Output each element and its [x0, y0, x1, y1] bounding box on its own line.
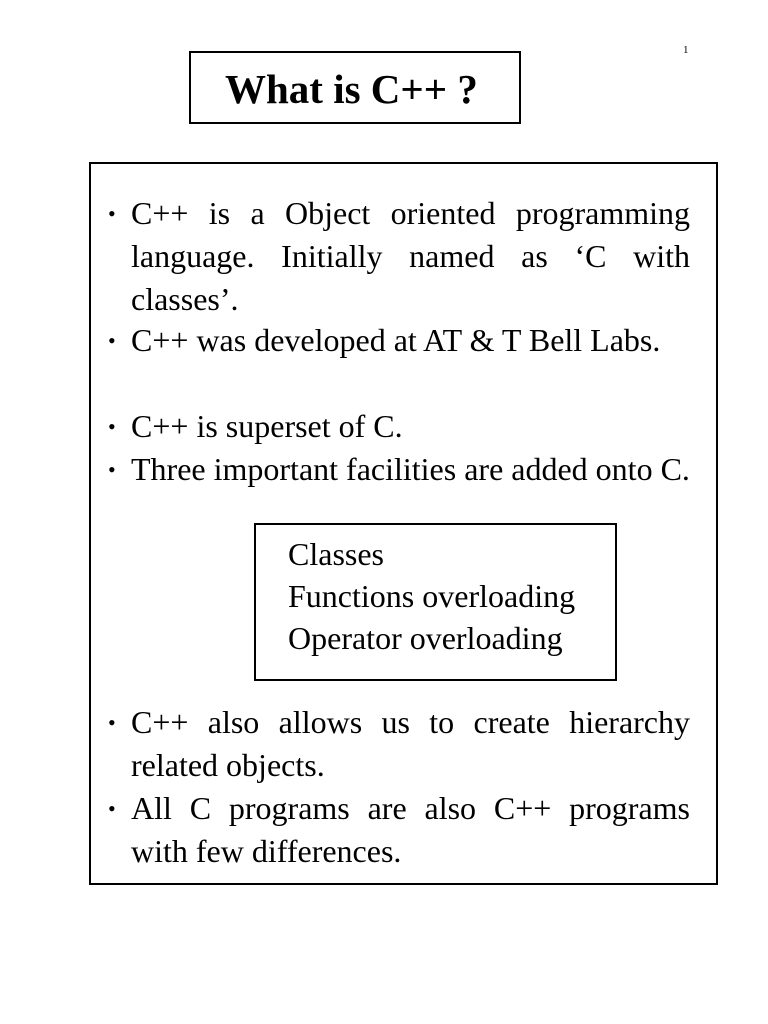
- facility-operator-overloading: Operator overloading: [288, 620, 563, 656]
- bullet-text: Three important facilities are added onto C.: [131, 451, 690, 487]
- bullet-text: C++ is superset of C.: [131, 408, 403, 444]
- title-box: [189, 51, 521, 124]
- bullet-icon: •: [108, 328, 116, 353]
- bullet-icon: •: [108, 710, 116, 735]
- bullet-icon: •: [108, 457, 116, 482]
- bullet-text: C++ was developed at AT & T Bell Labs.: [131, 322, 661, 358]
- bullet-text: C++ is a Object oriented programming language. Initially named as ‘C with classes’.: [131, 195, 690, 317]
- bullet-item-compatibility: [108, 787, 690, 873]
- bullet-item-facilities: [108, 448, 690, 491]
- page-title: What is C++ ?: [225, 66, 478, 112]
- bullet-text: All C programs are also C++ programs with few differences.: [131, 790, 690, 869]
- facility-functions-overloading: Functions overloading: [288, 578, 576, 614]
- facilities-box: [254, 523, 617, 681]
- content-box: [89, 162, 718, 885]
- bullet-item-bell-labs: [108, 319, 690, 362]
- bullet-text: C++ also allows us to create hierarchy related objects.: [131, 704, 690, 783]
- page-number: 1: [683, 44, 689, 56]
- bullet-item-superset: [108, 405, 690, 448]
- bullet-item-hierarchy: [108, 701, 690, 787]
- facility-classes: Classes: [288, 536, 384, 572]
- bullet-icon: •: [108, 414, 116, 439]
- bullet-icon: •: [108, 796, 116, 821]
- bullet-icon: •: [108, 201, 116, 226]
- bullet-item-oop: [108, 192, 690, 321]
